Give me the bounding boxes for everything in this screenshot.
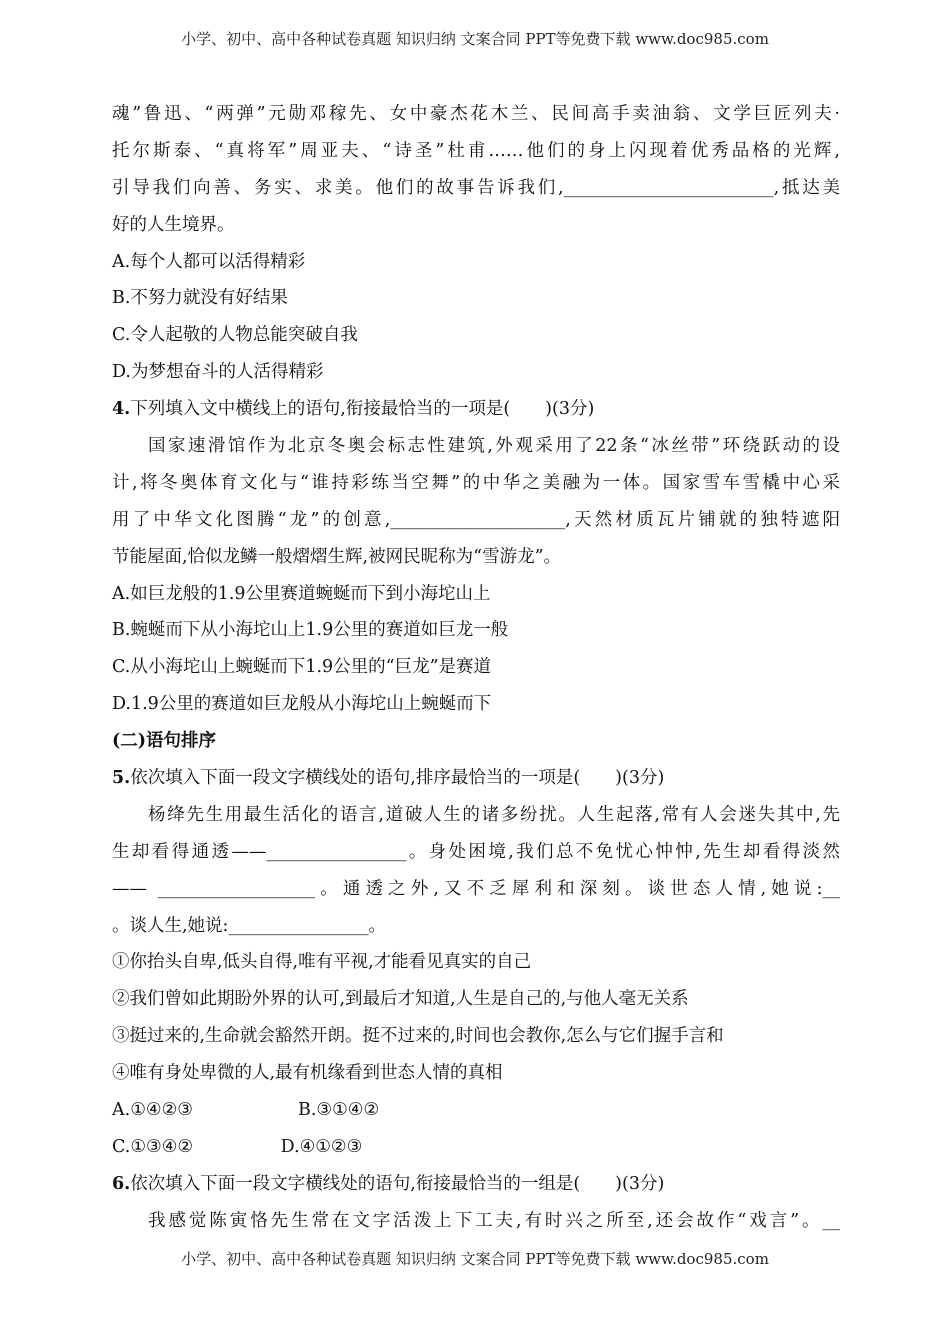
text-line (112, 1022, 840, 1059)
line-text: ①你抬头自卑,低头自得,唯有平视,才能看见真实的自己 (112, 952, 532, 973)
line-text: C.令人起敬的人物总能突破自我 (112, 325, 358, 346)
text-line (112, 543, 840, 580)
line-text: C.从小海坨山上蜿蜒而下1.9公里的“巨龙”是赛道 (112, 657, 492, 678)
text-line (112, 1059, 840, 1096)
text-line (112, 358, 840, 395)
line-text: D.1.9公里的赛道如巨龙般从小海坨山上蜿蜒而下 (112, 694, 492, 715)
line-text: ③挺过来的,生命就会豁然开朗。挺不过来的,时间也会教你,怎么与它们握手言和 (112, 1026, 724, 1047)
text-line (112, 137, 840, 174)
line-text: 托尔斯泰、“真将军”周亚夫、“诗圣”杜甫……他们的身上闪现着优秀品格的光辉, (112, 140, 840, 161)
line-text: A.如巨龙般的1.9公里赛道蜿蜒而下到小海坨山上 (112, 583, 491, 604)
text-line (112, 469, 840, 506)
line-text: ④唯有身处卑微的人,最有机缘看到世态人情的真相 (112, 1063, 503, 1084)
line-text: 国家速滑馆作为北京冬奥会标志性建筑,外观采用了22条“冰丝带”环绕跃动的设 (148, 436, 840, 457)
line-text: 。谈人生,她说:________________。 (112, 915, 386, 936)
line-text: A.每个人都可以活得精彩 (112, 251, 306, 272)
page-footer: 小学、初中、高中各种试卷真题 知识归纳 文案合同 PPT等免费下载 www.doc985.com (181, 1250, 769, 1268)
line-text: 好的人生境界。 (112, 214, 235, 235)
line-text: 引导我们向善、务实、求美。他们的故事告诉我们,________________________,抵达美 (112, 177, 840, 198)
text-line (112, 875, 840, 912)
document-body (112, 100, 840, 1244)
text-line (112, 284, 840, 321)
line-text: 依次填入下面一段文字横线处的语句,衔接最恰当的一组是( )(3分) (130, 1173, 665, 1194)
text-line (112, 838, 840, 875)
text-line (112, 985, 840, 1022)
question-line (112, 764, 840, 801)
line-text: B.不努力就没有好结果 (112, 288, 288, 309)
text-line (112, 506, 840, 543)
line-text: 下列填入文中横线上的语句,衔接最恰当的一项是( )(3分) (130, 399, 595, 420)
text-line (112, 580, 840, 617)
text-line (112, 727, 840, 764)
text-line (112, 432, 840, 469)
text-line (112, 690, 840, 727)
page-header: 小学、初中、高中各种试卷真题 知识归纳 文案合同 PPT等免费下载 www.doc985.com (181, 30, 769, 48)
text-line (112, 912, 840, 949)
line-text: C.①③④② D.④①②③ (112, 1136, 363, 1157)
question-line (112, 395, 840, 432)
line-text: 杨绛先生用最生活化的语言,道破人生的诸多纷扰。人生起落,常有人会迷失其中,先 (148, 804, 840, 825)
line-text: 魂”鲁迅、“两弹”元勋邓稼先、女中豪杰花木兰、民间高手卖油翁、文学巨匠列夫· (112, 104, 840, 124)
question-number: 6. (112, 1173, 131, 1194)
text-line (112, 1133, 840, 1170)
text-line (112, 248, 840, 285)
line-text: 我感觉陈寅恪先生常在文字活泼上下工夫,有时兴之所至,还会故作“戏言”。__ (148, 1210, 840, 1231)
text-line (112, 321, 840, 358)
text-line (112, 174, 840, 211)
text-line (112, 1096, 840, 1133)
text-line (112, 1207, 840, 1244)
text-line (112, 616, 840, 653)
line-text: —— __________________。通透之外,又不乏犀利和深刻。谈世态人情,她说:__ (112, 878, 840, 899)
text-line (112, 948, 840, 985)
text-line (112, 801, 840, 838)
text-line (112, 211, 840, 248)
question-line (112, 1170, 840, 1207)
line-text: B.蜿蜒而下从小海坨山上1.9公里的赛道如巨龙一般 (112, 620, 509, 641)
line-text: 节能屋面,恰似龙鳞一般熠熠生辉,被网民昵称为“雪游龙”。 (112, 546, 562, 567)
line-text: (二)语句排序 (112, 731, 217, 752)
line-text: ②我们曾如此期盼外界的认可,到最后才知道,人生是自己的,与他人毫无关系 (112, 989, 689, 1010)
line-text: A.①④②③ B.③①④② (112, 1100, 380, 1121)
line-text: 用了中华文化图腾“龙”的创意,____________________,天然材质瓦片铺就的独特遮阳 (112, 509, 840, 530)
text-line (112, 100, 840, 137)
line-text: 依次填入下面一段文字横线处的语句,排序最恰当的一项是( )(3分) (130, 768, 665, 789)
question-number: 4. (112, 399, 131, 420)
line-text: 计,将冬奥体育文化与“谁持彩练当空舞”的中华之美融为一体。国家雪车雪橇中心采 (112, 472, 840, 493)
line-text: 生却看得通透——________________。身处困境,我们总不免忧心忡忡,先生却看得淡然 (112, 841, 840, 862)
question-number: 5. (112, 768, 131, 789)
text-line (112, 653, 840, 690)
line-text: D.为梦想奋斗的人活得精彩 (112, 362, 324, 383)
